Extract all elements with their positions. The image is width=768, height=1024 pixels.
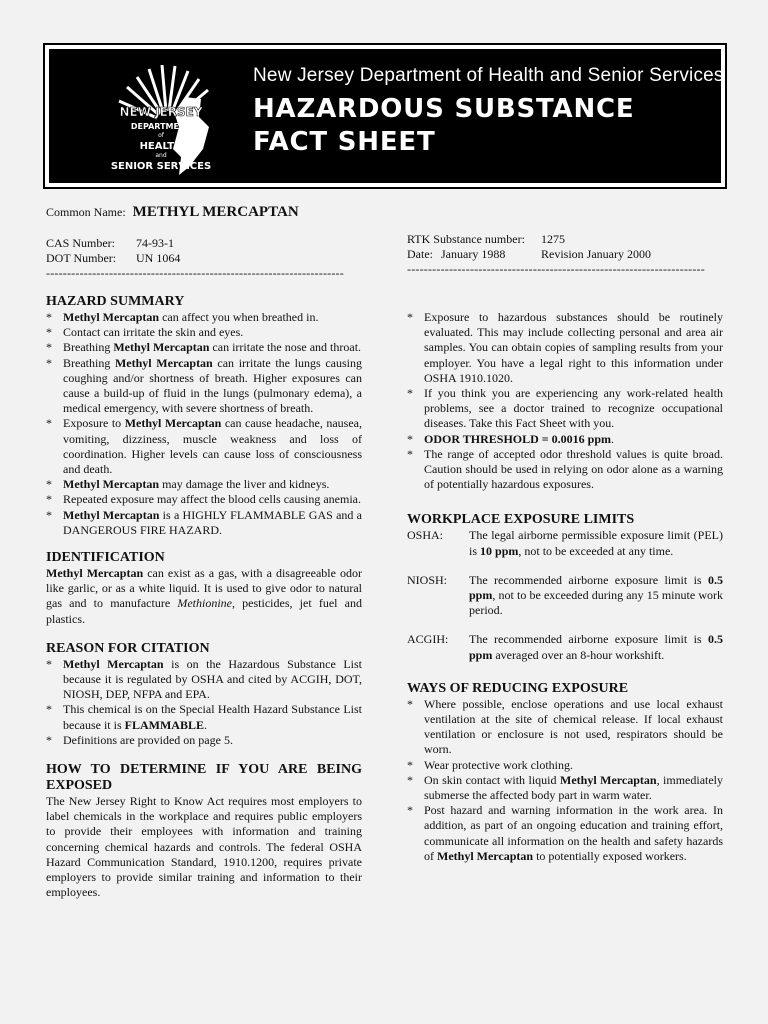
nj-health-logo: [89, 57, 249, 185]
list-item: * Methyl Mercaptan is on the Hazardous Substance List because it is regulated by OSHA and cited by ACGIH, DOT, NIOSH, DEP, NFPA and EPA.: [46, 656, 362, 702]
date-value: January 1988: [441, 247, 506, 261]
limits-heading: WORKPLACE EXPOSURE LIMITS: [407, 512, 635, 528]
common-name-value: METHYL MERCAPTAN: [132, 204, 299, 220]
cas-value: 74-93-1: [136, 236, 174, 250]
common-name-row: [46, 204, 299, 221]
divider-left: -----------------------------------------------------------------------: [46, 266, 344, 280]
cas-row: [46, 236, 346, 251]
list-item: * Definitions are provided on page 5.: [46, 732, 233, 747]
logo-text-and: and: [155, 152, 167, 159]
header-black-panel: [49, 49, 724, 183]
date-label: Date:: [407, 247, 433, 261]
acgih-limit: ACGIH: The recommended airborne exposure limit is 0.5 ppm averaged over an 8-hour workshift.: [407, 632, 723, 662]
list-item: * The range of accepted odor threshold values is quite broad. Caution should be used in relying on odor alone as a warning of potentially hazardous exposures.: [407, 446, 723, 492]
reason-heading: REASON FOR CITATION: [46, 640, 210, 656]
logo-text-dept: DEPARTMENT: [130, 122, 192, 131]
list-item: * Where possible, enclose operations and use local exhaust ventilation at the site of chemical release. If local exhaust ventilation or enclosure is not used, respirators should be worn.: [407, 696, 723, 757]
left-id-block: [46, 236, 346, 281]
rtk-row: [407, 232, 707, 247]
header-banner: [43, 43, 727, 189]
list-item: * Exposure to Methyl Mercaptan can cause headache, nausea, vomiting, dizziness, muscle weakness and loss of coordination. Higher levels can cause loss of consciousness and death.: [46, 416, 362, 477]
list-item: * If you think you are experiencing any work-related health problems, see a doctor trained to recognize occupational diseases. Take this Fact Sheet with you.: [407, 386, 723, 431]
logo-text-health: HEALTH: [139, 141, 183, 152]
list-item: * Methyl Mercaptan is a HIGHLY FLAMMABLE GAS and a DANGEROUS FIRE HAZARD.: [46, 507, 363, 537]
identification-text: Methyl Mercaptan can exist as a gas, with a disagreeable odor like garlic, or as a white liquid. It is used to give odor to natural gas and to manufacture Methionine, pesticides, jet fuel and plastics.: [46, 566, 363, 626]
identification-heading: IDENTIFICATION: [46, 550, 165, 566]
document-title: [253, 93, 634, 159]
list-item: * Contact can irritate the skin and eyes.: [46, 325, 244, 340]
list-item: * Breathing Methyl Mercaptan can irritate the lungs causing coughing and/or shortness of breath. Higher exposures can cause a build-up of fluid in the lungs (pulmonary edema), a medical emergency, with severe shortness of breath.: [46, 355, 362, 416]
list-item: * This chemical is on the Special Health Hazard Substance List because it is FLAMMABLE.: [46, 702, 362, 732]
title-line-1: HAZARDOUS SUBSTANCE: [253, 94, 635, 124]
list-item: * Breathing Methyl Mercaptan can irritate the nose and throat.: [46, 340, 362, 355]
revision-date: Revision January 2000: [541, 247, 651, 261]
dot-label: DOT Number:: [46, 251, 117, 265]
date-row: [407, 247, 707, 262]
right-id-block: [407, 232, 707, 277]
rtk-value: 1275: [541, 232, 565, 246]
odor-threshold-item: * ODOR THRESHOLD = 0.0016 ppm.: [407, 431, 614, 446]
list-item: * Exposure to hazardous substances should be routinely evaluated. This may include collecting personal and area air samples. You can obtain copies of sampling results from your employer. You have a legal right to this information under OSHA 1910.1020.: [407, 310, 723, 385]
list-item: * On skin contact with liquid Methyl Mercaptan, immediately submerse the affected body part in warm water.: [407, 772, 724, 803]
department-name: New Jersey Department of Health and Senior Services: [253, 65, 724, 86]
right-column: [407, 310, 723, 864]
list-item: * Methyl Mercaptan can affect you when breathed in.: [46, 310, 319, 324]
divider-right: -----------------------------------------------------------------------: [407, 262, 705, 276]
list-item: * Repeated exposure may affect the blood cells causing anemia.: [46, 492, 361, 507]
dot-value: UN 1064: [136, 251, 181, 265]
hazard-summary-list: [46, 310, 362, 538]
list-item: * Post hazard and warning information in the work area. In addition, as part of an ongoing education and training effort, communicate all information on the health and safety hazards of Methyl Mercaptan to potentially exposed workers.: [407, 803, 723, 863]
left-column: [46, 294, 362, 901]
rtk-label: RTK Substance number:: [407, 232, 525, 246]
how-exposed-text: The New Jersey Right to Know Act requires most employers to label chemicals in the workplace and requires public employers to provide their employees with information and training concerning chemical hazards and controls. The federal OSHA Hazard Communication Standard, 1910.1200, requires private employers to provide similar training and information to their employees.: [46, 794, 362, 900]
logo-text-nj: NEW JERSEY: [119, 105, 203, 119]
list-item: * Wear protective work clothing.: [407, 757, 573, 772]
cas-label: CAS Number:: [46, 236, 115, 250]
logo-text-of: of: [158, 132, 164, 139]
niosh-limit: NIOSH: The recommended airborne exposure limit is 0.5 ppm, not to be exceeded during any 15 minute work period.: [407, 572, 723, 618]
how-exposed-heading: HOW TO DETERMINE IF YOU ARE BEING EXPOSED: [46, 762, 362, 794]
dot-row: [46, 251, 346, 266]
logo-text-senior: SENIOR SERVICES: [110, 161, 212, 172]
reducing-heading: WAYS OF REDUCING EXPOSURE: [407, 680, 629, 696]
title-line-2: FACT SHEET: [253, 127, 436, 157]
common-name-label: Common Name:: [46, 205, 126, 219]
hazard-summary-heading: HAZARD SUMMARY: [46, 294, 185, 309]
osha-limit: OSHA: The legal airborne permissible exposure limit (PEL) is 10 ppm, not to be exceeded at any time.: [407, 528, 723, 558]
list-item: * Methyl Mercaptan may damage the liver and kidneys.: [46, 477, 330, 492]
